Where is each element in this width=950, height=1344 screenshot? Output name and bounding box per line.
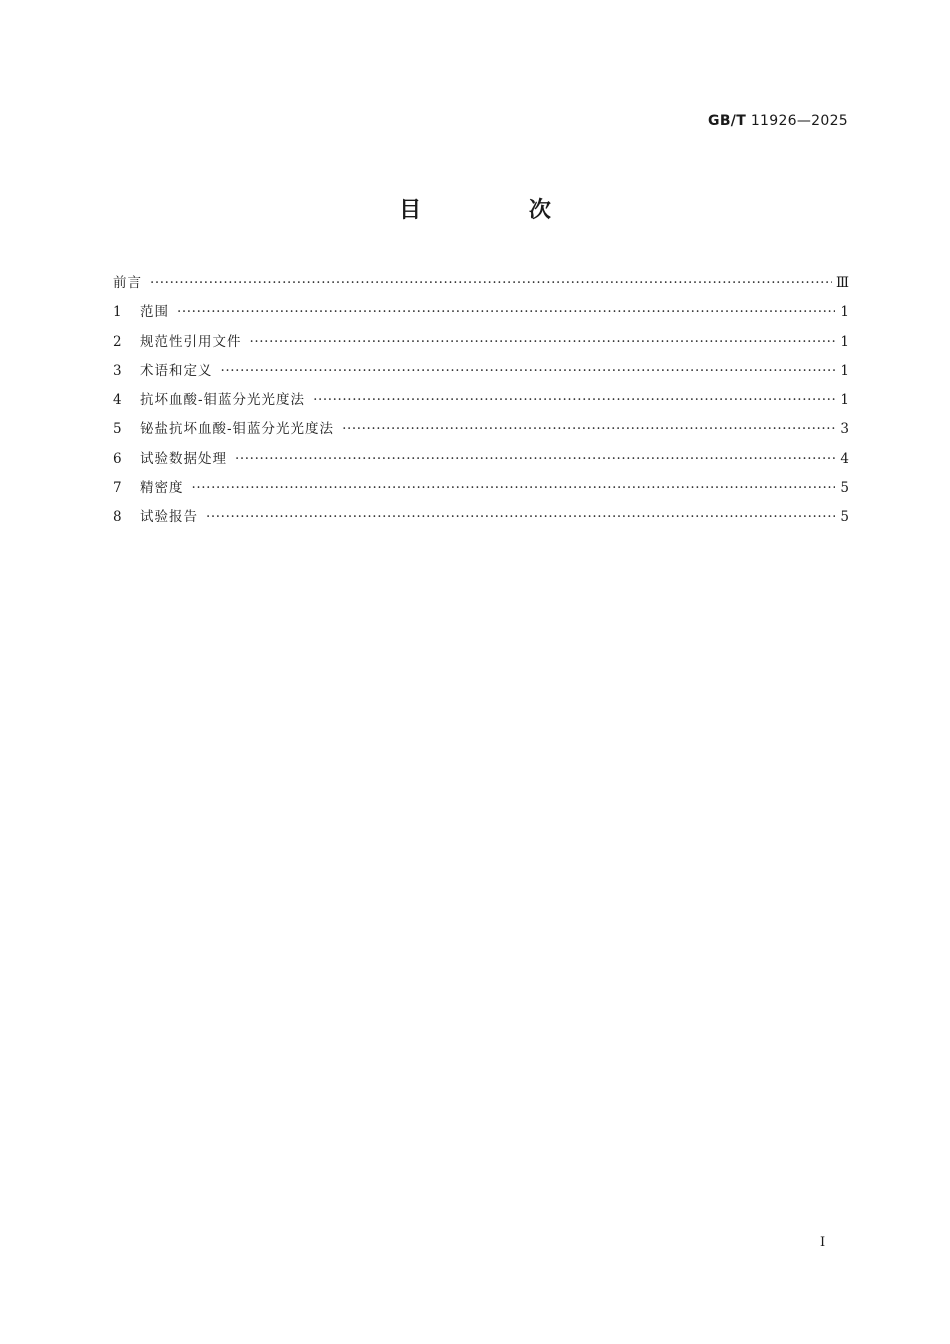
toc-entry-6[interactable] [113,448,849,477]
toc-leader-dots [221,360,836,382]
toc-entry-number: 4 [113,392,122,409]
standard-number: 11926—2025 [750,113,848,129]
standard-prefix: GB/T [708,113,747,129]
page-number: I [820,1235,826,1250]
toc-entry-page: 3 [840,421,849,438]
toc-entry-number: 5 [113,421,122,438]
toc-leader-dots [342,418,835,440]
page-title: 目 次 [399,198,601,223]
toc-entry-1[interactable] [113,301,849,330]
toc-entry-page: 5 [840,480,849,497]
toc-entry-title: 范围 [140,304,169,321]
toc-entry-number: 1 [113,304,122,321]
toc-leader-dots [250,331,836,353]
toc-entry-page: 5 [840,509,849,526]
toc-entry-number: 3 [113,362,122,379]
toc-entry-4[interactable] [113,389,849,418]
toc-entry-title: 铋盐抗坏血酸-钼蓝分光光度法 [140,421,335,438]
toc-entry-number: 7 [113,480,122,497]
toc-entry-3[interactable] [113,360,849,389]
toc-entry-number: 8 [113,509,122,526]
toc-entry-title: 前言 [113,275,142,291]
toc-leader-dots [177,301,835,323]
toc-entry-page: 1 [840,362,849,379]
toc-entry-foreword[interactable] [113,272,849,301]
toc-entry-page: 1 [840,333,849,350]
toc-entry-page: 1 [840,392,849,409]
toc-entry-number: 6 [113,450,122,467]
toc-entry-page: Ⅲ [835,275,849,291]
toc-entry-title: 规范性引用文件 [140,333,242,350]
toc-entry-title: 试验报告 [140,509,198,526]
toc-entry-title: 试验数据处理 [140,450,227,467]
toc-leader-dots [313,389,835,411]
toc-leader-dots [235,448,835,470]
toc-leader-dots [206,506,835,528]
toc-entry-5[interactable] [113,418,849,447]
toc-entry-2[interactable] [113,331,849,360]
toc-entry-title: 精密度 [140,480,184,497]
toc-entry-8[interactable] [113,506,849,535]
toc-entry-page: 1 [840,304,849,321]
toc-entry-page: 4 [840,450,849,467]
toc-entry-title: 抗坏血酸-钼蓝分光光度法 [140,392,306,409]
standard-code [708,113,848,129]
toc-leader-dots [150,272,832,294]
table-of-contents [113,272,849,536]
toc-entry-7[interactable] [113,477,849,506]
toc-entry-number: 2 [113,333,122,350]
toc-leader-dots [192,477,836,499]
toc-entry-title: 术语和定义 [140,362,213,379]
